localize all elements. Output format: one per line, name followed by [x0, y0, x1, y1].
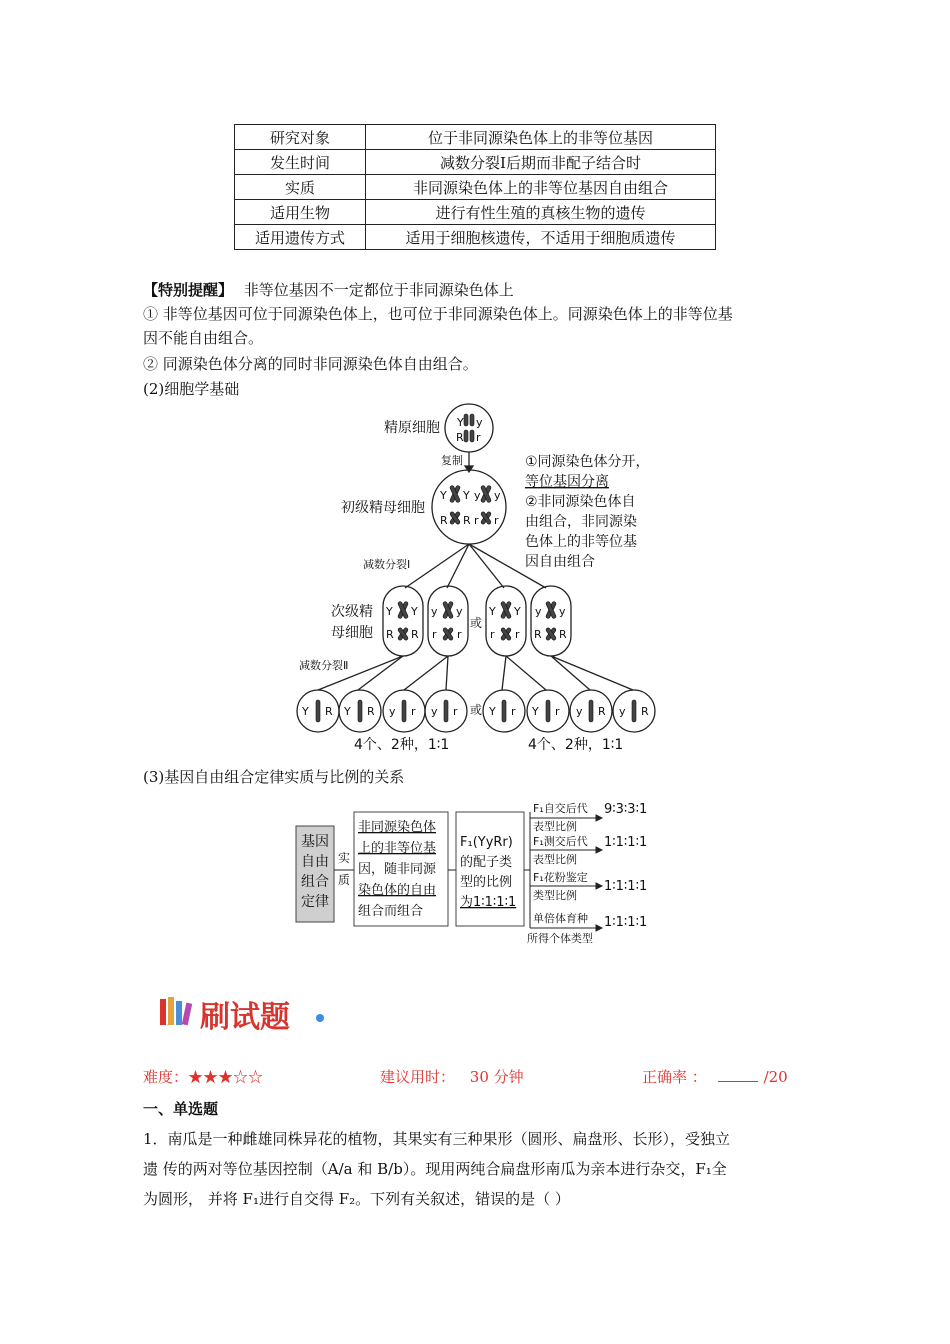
- label-result1: 4个、2种，1∶1: [354, 737, 450, 753]
- essence-text: 质: [338, 873, 351, 887]
- svg-text:y: y: [494, 489, 501, 502]
- svg-text:Y: Y: [344, 705, 351, 718]
- svg-text:r: r: [474, 514, 479, 527]
- svg-text:Y: Y: [302, 705, 309, 718]
- table-value: 位于非同源染色体上的非等位基因: [366, 125, 716, 150]
- table-key: 发生时间: [235, 150, 366, 175]
- note-heading: 【特别提醒】: [143, 281, 234, 299]
- svg-text:Y: Y: [386, 605, 393, 618]
- svg-text:Y: Y: [463, 489, 470, 502]
- label-replicate: 复制: [441, 454, 463, 467]
- table-value: 适用于细胞核遗传，不适用于细胞质遗传: [366, 225, 716, 250]
- svg-text:R: R: [463, 514, 471, 527]
- table-key: 实质: [235, 175, 366, 200]
- branch-label: 表型比例: [533, 820, 577, 833]
- note-line2: ② 同源染色体分离的同时非同源染色体自由组合。: [143, 355, 478, 373]
- svg-text:R: R: [641, 705, 649, 718]
- table-row: [235, 150, 716, 175]
- svg-text:y: y: [474, 489, 481, 502]
- section-heading-2: (2)细胞学基础: [143, 380, 240, 398]
- accuracy-total: /20: [763, 1068, 788, 1086]
- branch-ratio: 9∶3∶3∶1: [604, 802, 648, 817]
- table-row: [235, 125, 716, 150]
- branch-label: F₁自交后代: [533, 802, 588, 815]
- table-key: 研究对象: [235, 125, 366, 150]
- question-line2: 遗 传的两对等位基因控制（A/a 和 B/b）。现用两纯合扁盘形南瓜为亲本进行杂交，F₁全: [143, 1160, 727, 1178]
- law-text: 基因: [301, 834, 329, 850]
- annotation-line: 等位基因分离: [525, 474, 609, 490]
- books-icon: [158, 995, 198, 1029]
- svg-text:R: R: [386, 628, 394, 641]
- note-headline: 非等位基因不一定都位于非同源染色体上: [243, 281, 514, 299]
- time-value: 30 分钟: [469, 1068, 524, 1086]
- essence-text: 实: [338, 851, 351, 865]
- table-key: 适用生物: [235, 200, 366, 225]
- banner-title: 刷试题: [200, 1000, 290, 1035]
- branch-label: 所得个体类型: [527, 932, 593, 945]
- meta-time: [380, 1066, 524, 1087]
- table-row: [235, 200, 716, 225]
- svg-text:r: r: [511, 705, 516, 718]
- table-value: 减数分裂Ⅰ后期而非配子结合时: [366, 150, 716, 175]
- svg-text:y: y: [535, 605, 542, 618]
- table-key: 适用遗传方式: [235, 225, 366, 250]
- svg-text:Y: Y: [532, 705, 539, 718]
- time-label: 建议用时：: [380, 1068, 456, 1086]
- label-or: 或: [470, 703, 483, 717]
- branch-ratio: 1∶1∶1∶1: [604, 915, 648, 930]
- branch-label: 类型比例: [533, 889, 577, 902]
- svg-text:y: y: [476, 416, 483, 429]
- practice-banner: [158, 992, 338, 1035]
- branch-label: 单倍体育种: [533, 912, 588, 925]
- table-row: [235, 175, 716, 200]
- law-text: 组合: [301, 874, 329, 890]
- svg-text:Y: Y: [489, 705, 496, 718]
- svg-text:y: y: [431, 605, 438, 618]
- f1-text: 的配子类: [460, 855, 513, 870]
- svg-text:R: R: [559, 628, 567, 641]
- svg-text:Y: Y: [411, 605, 418, 618]
- table-value: 非同源染色体上的非等位基因自由组合: [366, 175, 716, 200]
- svg-text:r: r: [453, 705, 458, 718]
- svg-text:r: r: [490, 628, 495, 641]
- svg-text:Y: Y: [489, 605, 496, 618]
- note-headline-line: [143, 279, 514, 301]
- note-line1b: 因不能自由组合。: [143, 329, 264, 347]
- meiosis-diagram: [290, 400, 680, 760]
- accuracy-blank[interactable]: [718, 1067, 758, 1082]
- svg-text:y: y: [619, 705, 626, 718]
- question-line3: 为圆形， 并将 F₁进行自交得 F₂。下列有关叙述，错误的是（ ）: [143, 1190, 570, 1208]
- desc-text: 组合而组合: [358, 904, 424, 919]
- svg-text:Y: Y: [457, 416, 464, 429]
- branch-label: 表型比例: [533, 853, 577, 866]
- svg-text:R: R: [367, 705, 375, 718]
- branch-label: F₁测交后代: [533, 835, 588, 848]
- annotation-line: ②非同源染色体自: [525, 494, 636, 510]
- svg-text:Y: Y: [514, 605, 521, 618]
- branch-label: F₁花粉鉴定: [533, 871, 588, 884]
- label-or: 或: [470, 616, 483, 630]
- label-primary: 初级精母细胞: [341, 500, 425, 516]
- annotation-line: 因自由组合: [525, 554, 595, 570]
- banner-dot: [316, 1014, 324, 1022]
- question-line1: 1．南瓜是一种雌雄同株异花的植物，其果实有三种果形（圆形、扁盘形、长形），受独立: [143, 1130, 731, 1148]
- svg-text:y: y: [431, 705, 438, 718]
- annotation-line: 色体上的非等位基: [525, 534, 637, 550]
- desc-text: 上的非等位基: [358, 841, 437, 856]
- table-value: 进行有性生殖的真核生物的遗传: [366, 200, 716, 225]
- question-section-title: 一、单选题: [143, 1100, 219, 1118]
- svg-text:y: y: [559, 605, 566, 618]
- meta-difficulty: [143, 1066, 263, 1087]
- annotation-line: 由组合，非同源染: [525, 514, 637, 530]
- label-spermatogonium: 精原细胞: [384, 420, 440, 436]
- f1-text: F₁(YyRr): [460, 835, 513, 850]
- svg-text:r: r: [411, 705, 416, 718]
- svg-text:y: y: [576, 705, 583, 718]
- svg-text:R: R: [325, 705, 333, 718]
- table-row: [235, 225, 716, 250]
- meta-accuracy: [642, 1066, 788, 1087]
- svg-text:Y: Y: [440, 489, 447, 502]
- label-secondary2: 母细胞: [331, 625, 373, 641]
- f1-text: 型的比例: [460, 875, 513, 890]
- svg-text:R: R: [456, 431, 464, 444]
- label-result2: 4个、2种，1∶1: [528, 737, 624, 753]
- svg-text:r: r: [457, 628, 462, 641]
- label-meiosis1: 减数分裂Ⅰ: [363, 558, 411, 571]
- note-line1: ① 非等位基因可位于同源染色体上，也可位于非同源染色体上。同源染色体上的非等位基: [143, 305, 733, 323]
- label-meiosis2: 减数分裂Ⅱ: [299, 659, 349, 672]
- svg-text:y: y: [389, 705, 396, 718]
- info-table: [234, 124, 716, 250]
- branch-ratio: 1∶1∶1∶1: [604, 879, 648, 894]
- law-text: 定律: [301, 894, 329, 910]
- svg-text:y: y: [456, 605, 463, 618]
- annotation-line: ①同源染色体分开，: [525, 454, 650, 470]
- section-heading-3: (3)基因自由组合定律实质与比例的关系: [143, 768, 405, 786]
- desc-text: 染色体的自由: [358, 883, 437, 898]
- svg-text:R: R: [411, 628, 419, 641]
- svg-text:r: r: [476, 431, 481, 444]
- svg-text:r: r: [555, 705, 560, 718]
- svg-text:r: r: [432, 628, 437, 641]
- svg-text:R: R: [440, 514, 448, 527]
- law-text: 自由: [301, 854, 329, 870]
- branch-ratio: 1∶1∶1∶1: [604, 835, 648, 850]
- difficulty-stars: ★★★☆☆: [188, 1068, 264, 1086]
- f1-text: 为1∶1∶1∶1: [460, 895, 517, 910]
- svg-text:r: r: [515, 628, 520, 641]
- svg-text:R: R: [598, 705, 606, 718]
- desc-text: 非同源染色体: [358, 820, 437, 835]
- difficulty-label: 难度：: [143, 1068, 189, 1086]
- svg-text:R: R: [534, 628, 542, 641]
- accuracy-label: 正确率 ：: [642, 1068, 707, 1086]
- desc-text: 因，随非同源: [358, 862, 437, 877]
- label-secondary1: 次级精: [331, 604, 373, 620]
- law-flowchart: [290, 790, 670, 950]
- svg-text:r: r: [494, 514, 499, 527]
